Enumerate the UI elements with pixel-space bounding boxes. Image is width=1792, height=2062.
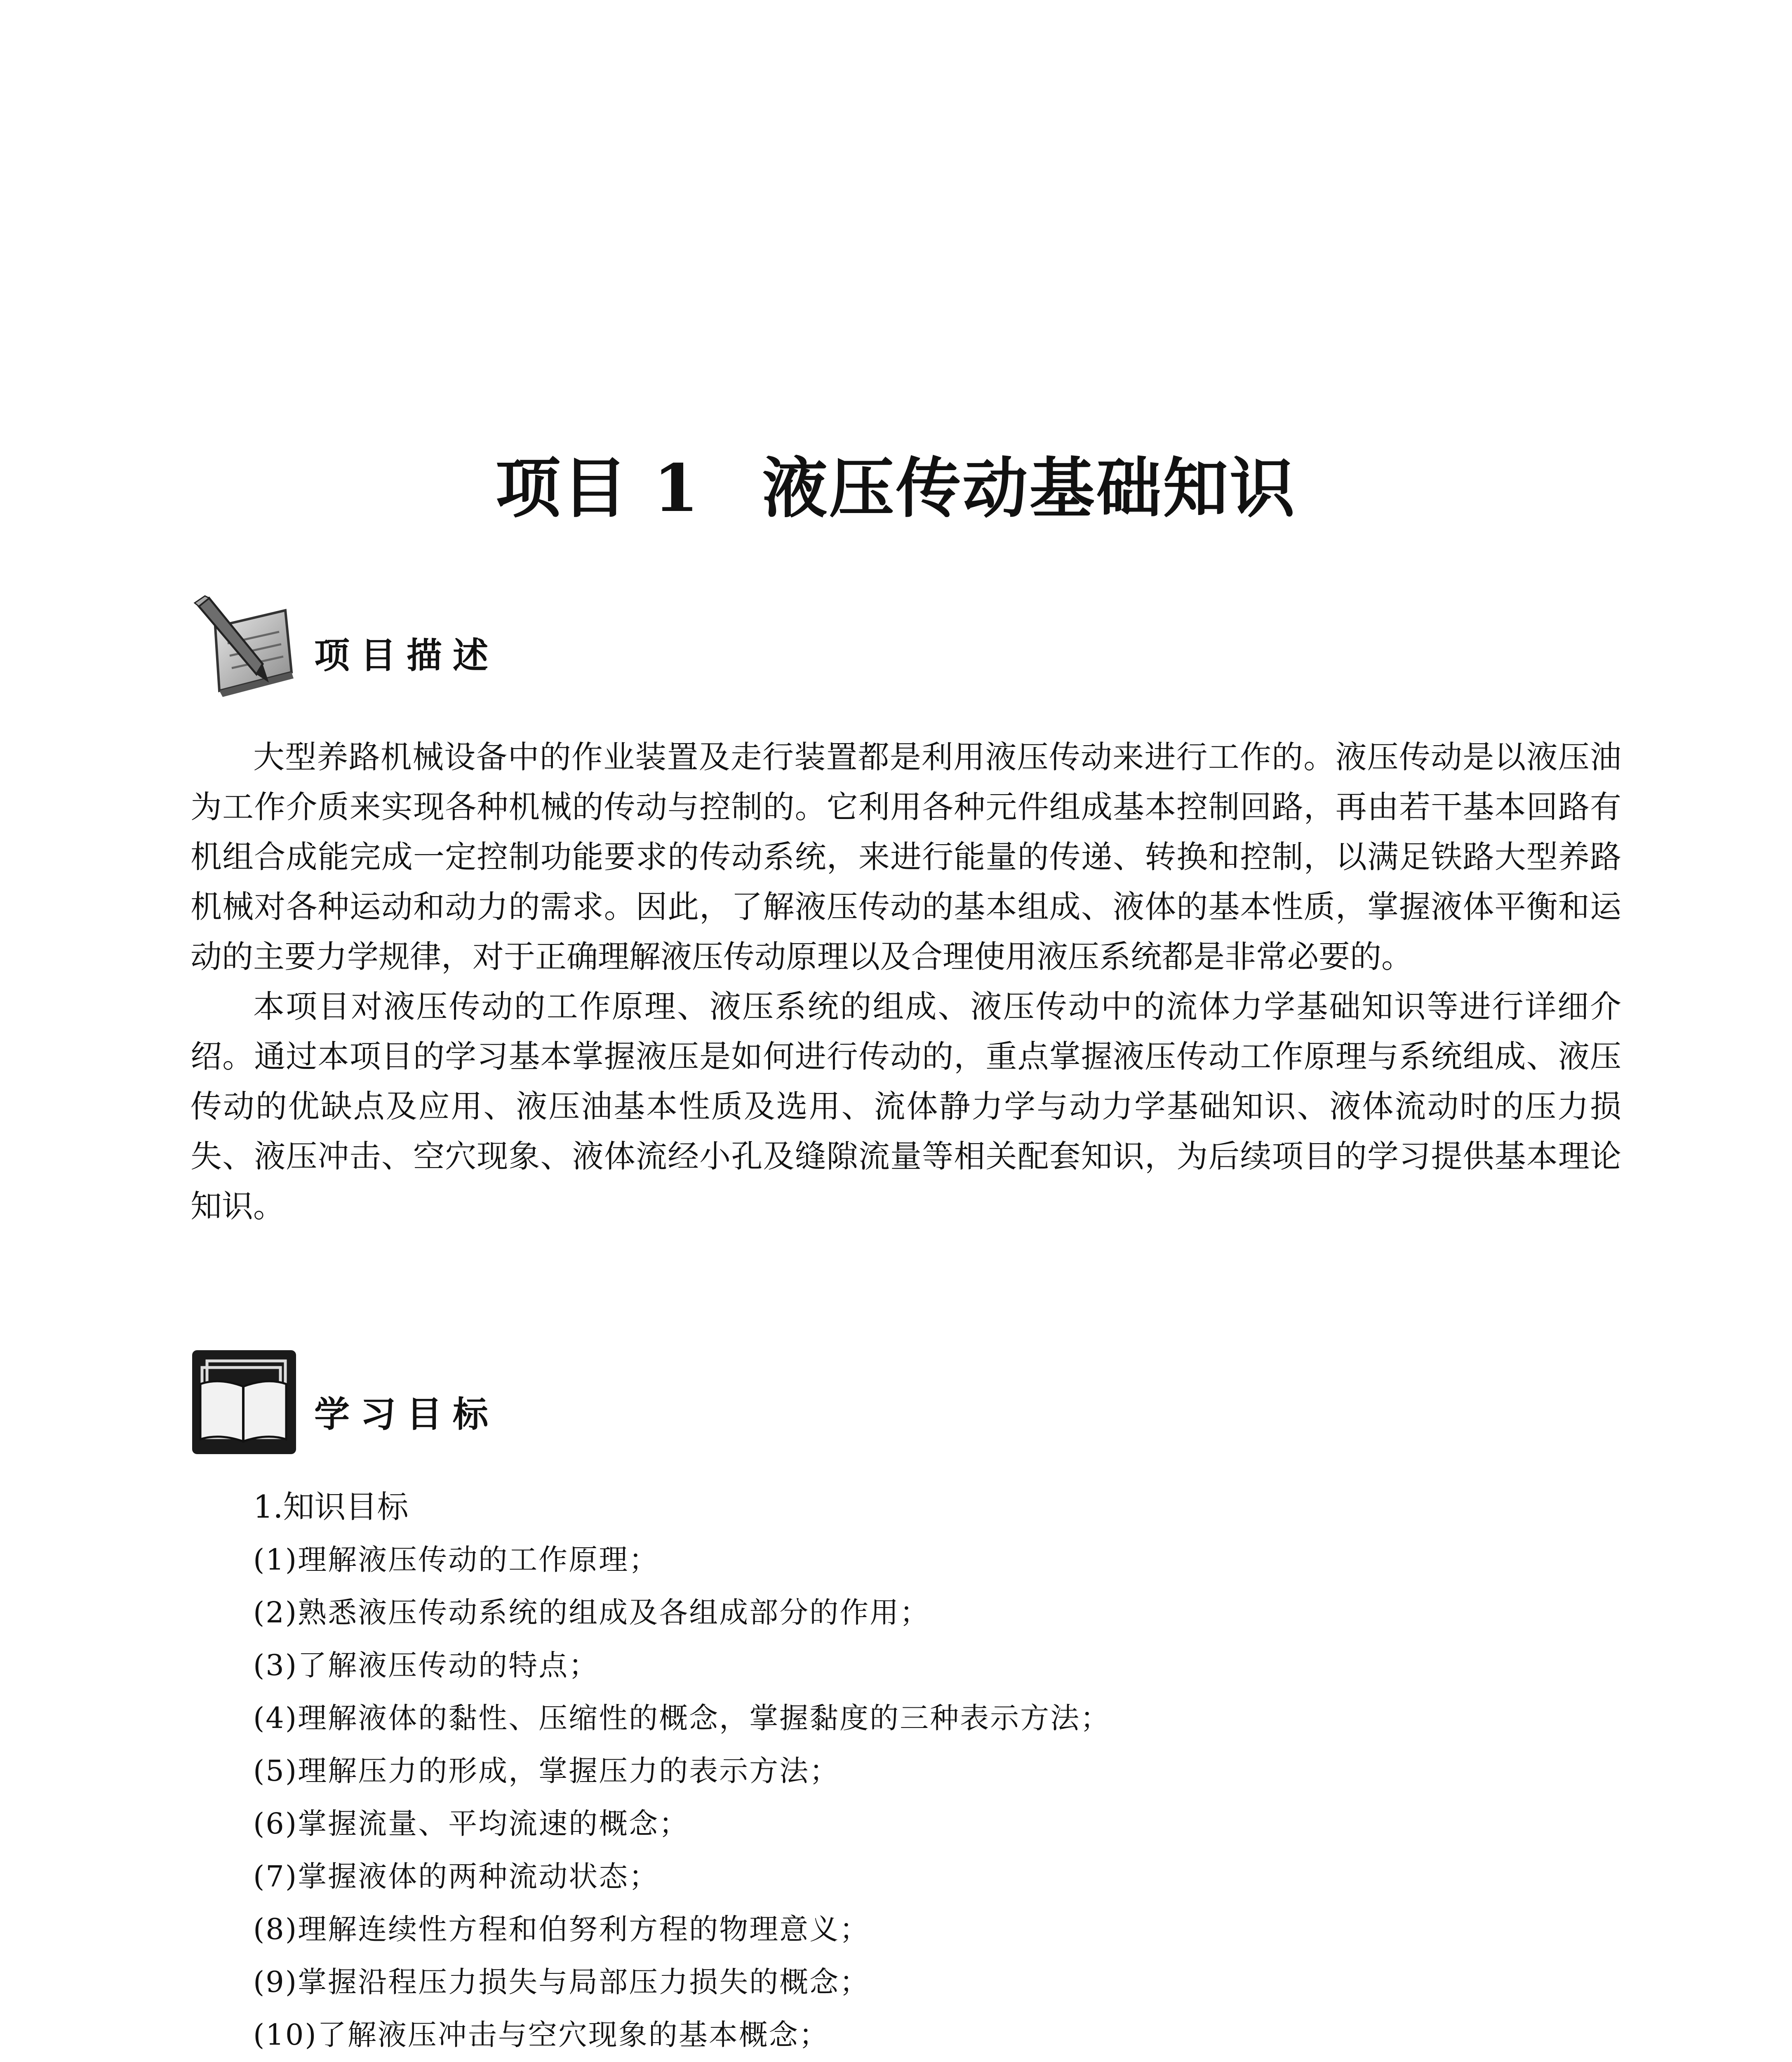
section-header-description [190,594,850,705]
knowledge-goals-heading: 1.知识目标 [253,1488,409,1525]
list-item: (8)理解连续性方程和伯努利方程的物理意义； [253,1912,870,1946]
list-item: (3)了解液压传动的特点； [253,1648,599,1682]
paragraph: 大型养路机械设备中的作业装置及走行装置都是利用液压传动来进行工作的。液压传动是以液压油为工作介质来实现各种机械的传动与控制的。它利用各种元件组成基本控制回路，再由若干基本回路有机组合成能完成一定控制功能要求的传动系统，来进行能量的传递、转换和控制，以满足铁路大型养路机械对各种运动和动力的需求。因此，了解液压传动的基本组成、液体的基本性质，掌握液体平衡和运动的主要力学规律，对于正确理解液压传动原理以及合理使用液压系统都是非常必要的。 [190,739,1621,975]
project-number: 项目 1 [495,450,701,527]
list-item: (1)理解液压传动的工作原理； [253,1543,659,1577]
list-item: (2)熟悉液压传动系统的组成及各组成部分的作用； [253,1596,930,1629]
page-title [0,447,1792,530]
list-item: (9)掌握沿程压力损失与局部压力损失的概念； [253,1965,870,1999]
goals-list [190,1481,1621,2062]
list-item: (5)理解压力的形成，掌握压力的表示方法； [253,1754,840,1788]
section-header-goals [190,1349,850,1460]
paragraph: 本项目对液压传动的工作原理、液压系统的组成、液压传动中的流体力学基础知识等进行详细介绍。通过本项目的学习基本掌握液压是如何进行传动的，重点掌握液压传动工作原理与系统组成、液压传动的优缺点及应用、液压油基本性质及选用、流体静力学与动力学基础知识、液体流动时的压力损失、液压冲击、空穴现象、液体流经小孔及缝隙流量等相关配套知识，为后续项目的学习提供基本理论知识。 [190,988,1621,1224]
list-item: (7)掌握液体的两种流动状态； [253,1860,659,1893]
list-item: (4)理解液体的黏性、压缩性的概念，掌握黏度的三种表示方法； [253,1701,1111,1735]
project-name: 液压传动基础知识 [762,450,1297,527]
section-title-description: 项目描述 [314,635,499,676]
section-title-goals: 学习目标 [314,1394,499,1435]
list-item: (10)了解液压冲击与空穴现象的基本概念； [253,2018,829,2052]
book-stack-icon [190,1349,298,1456]
list-item: (6)掌握流量、平均流速的概念； [253,1807,689,1841]
description-text [190,732,1621,1231]
pencil-notepad-icon [190,594,298,701]
